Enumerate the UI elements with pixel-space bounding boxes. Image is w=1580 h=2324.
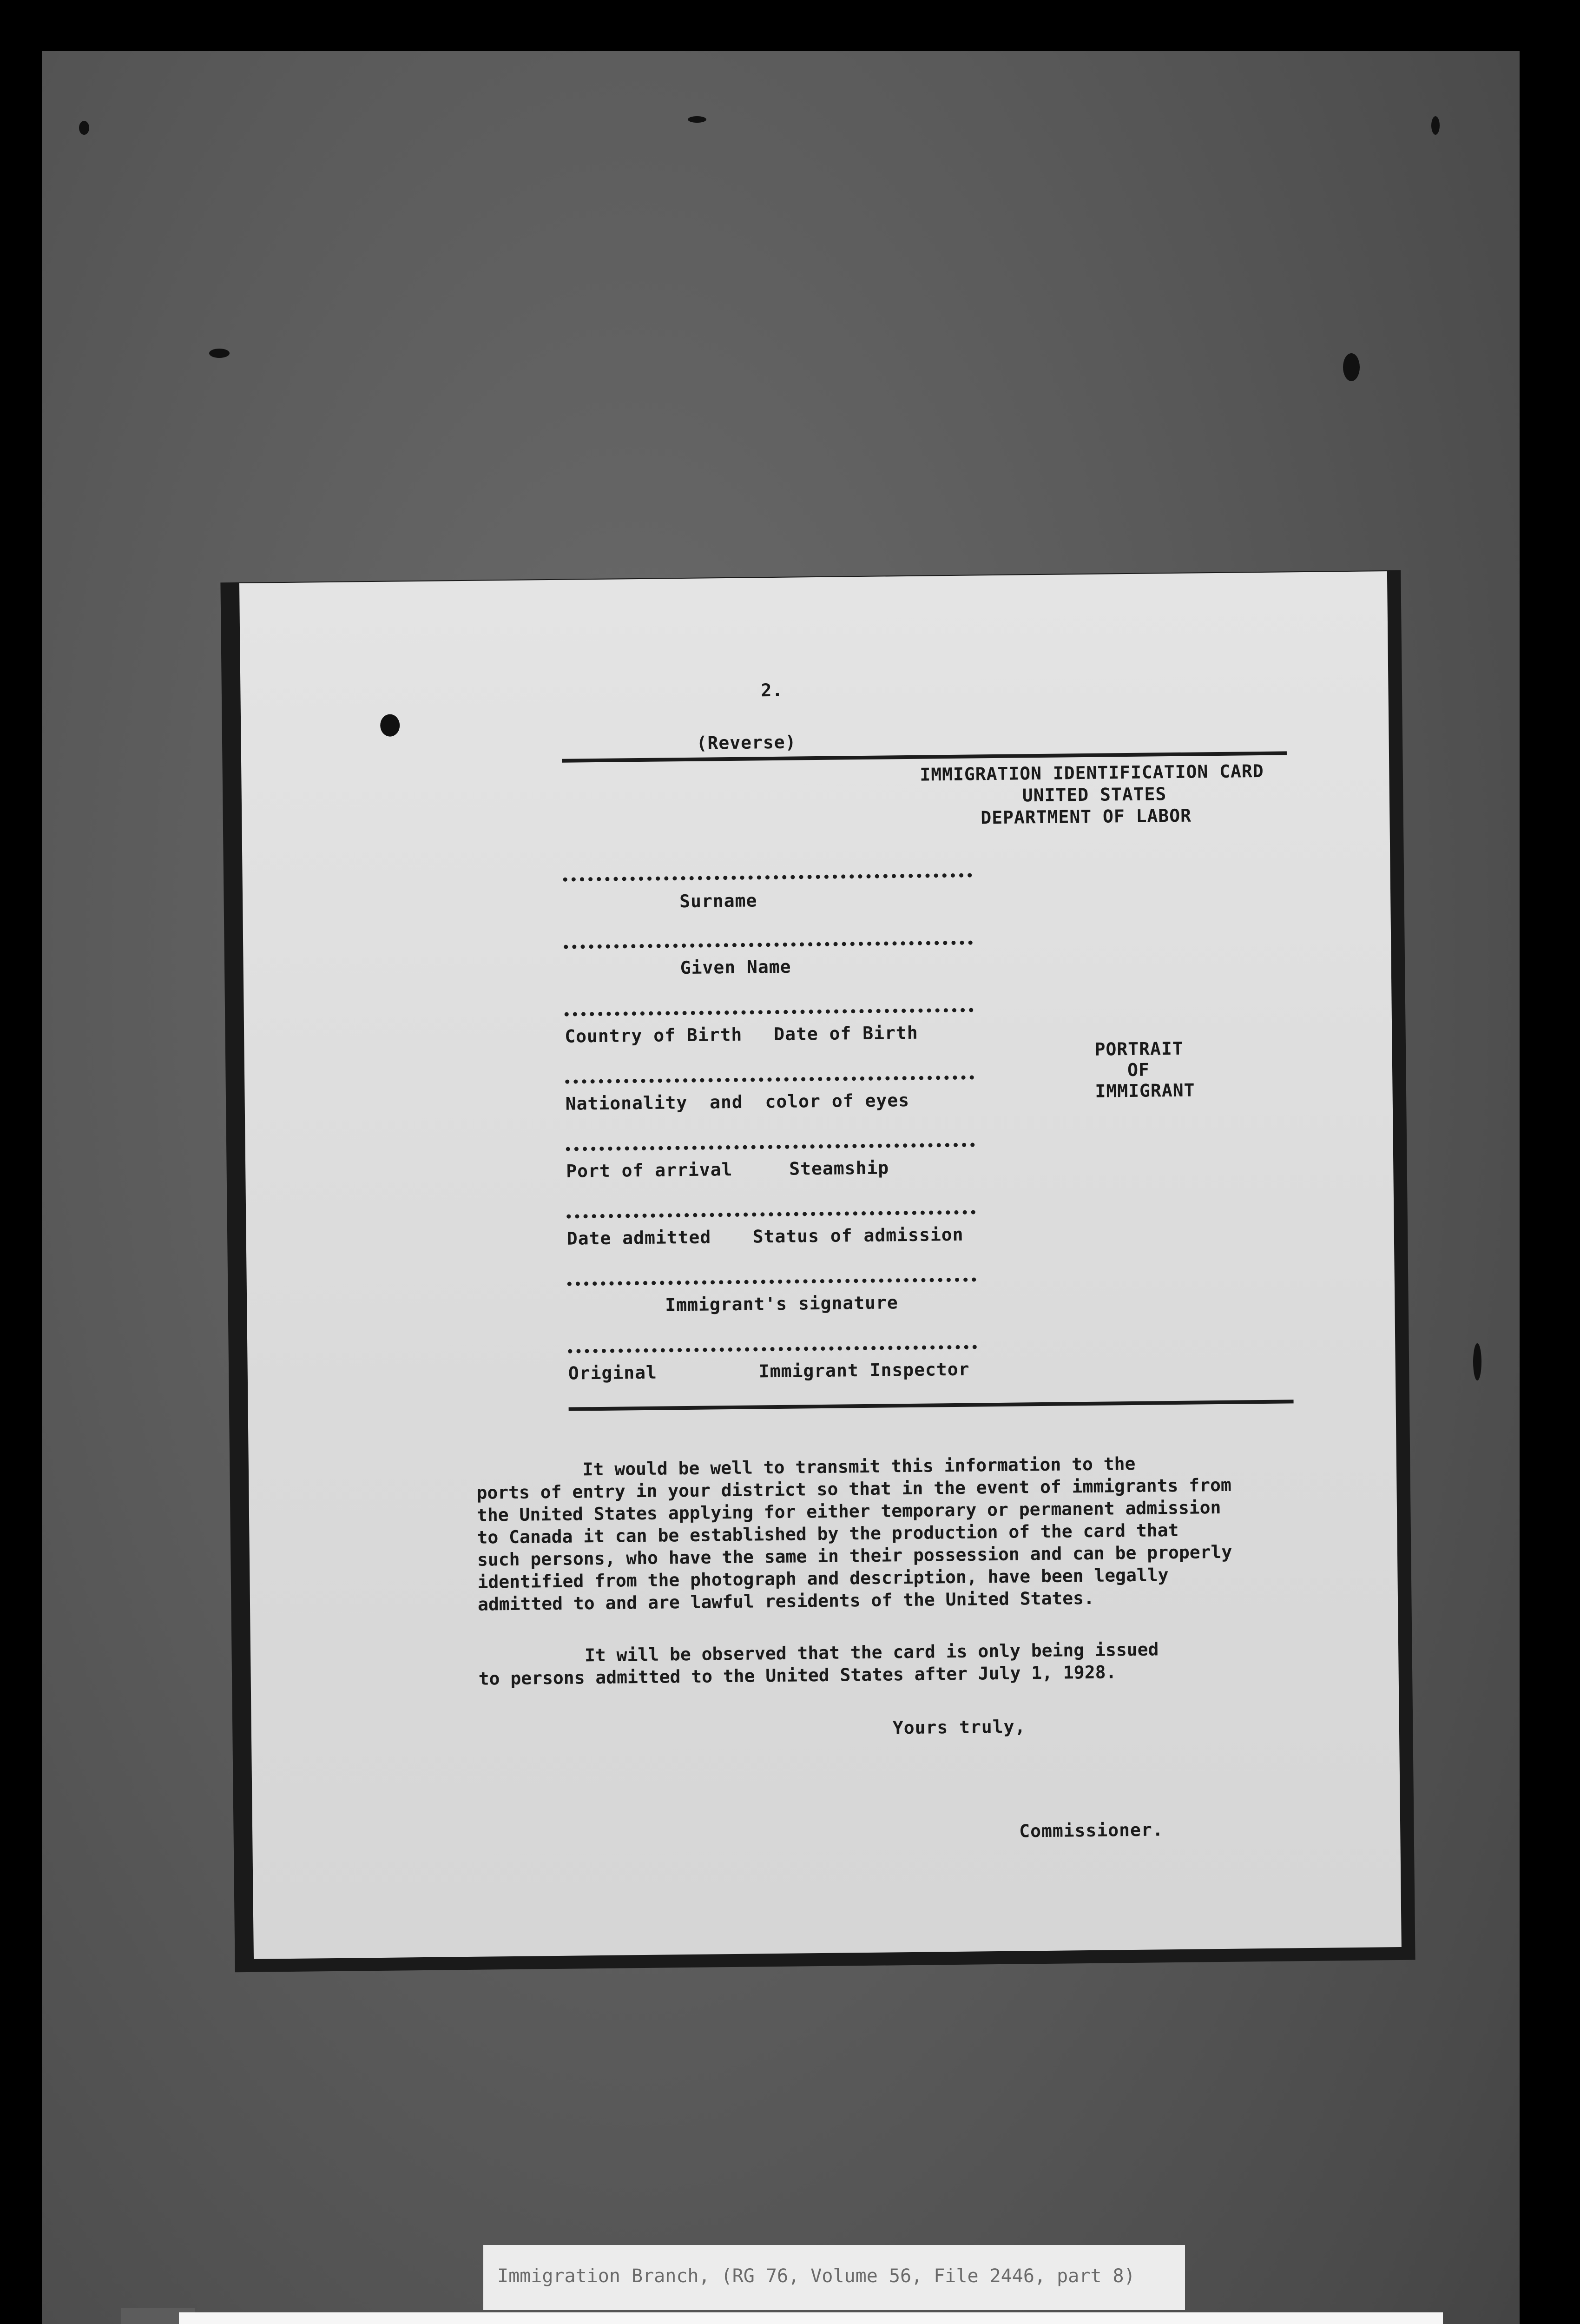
birth-line <box>565 1008 974 1017</box>
paragraph-2 <box>478 1638 1159 1690</box>
archives-card <box>179 2312 1443 2324</box>
reference-label: Immigration Branch, (RG 76, Volume 56, File 2446, part 8) <box>497 2265 1135 2287</box>
country-of-birth-label: Country of Birth <box>565 1024 743 1047</box>
top-rule <box>562 751 1287 762</box>
given-name-label: Given Name <box>680 956 791 978</box>
inspector-line <box>568 1345 977 1353</box>
reverse-label: (Reverse) <box>696 732 797 753</box>
portrait-label-line1: PORTRAIT <box>1094 1038 1184 1060</box>
card-header-line2: UNITED STATES <box>1022 784 1167 806</box>
paragraph-1-line: identified from the photograph and description, have been legally <box>477 1565 1169 1592</box>
paragraph-2-line: to persons admitted to the United States after July 1, 1928. <box>478 1662 1117 1689</box>
card-header-line3: DEPARTMENT OF LABOR <box>981 805 1192 828</box>
dust-speck <box>209 349 230 358</box>
paragraph-1-line: to Canada it can be established by the production of the card that <box>477 1519 1179 1548</box>
hole-punch <box>380 714 400 736</box>
paragraph-1-line: admitted to and are lawful residents of the United States. <box>477 1587 1095 1615</box>
dust-speck <box>1473 1343 1481 1380</box>
immigrant-inspector-label: Immigrant Inspector <box>758 1359 970 1382</box>
given-name-line <box>564 941 973 949</box>
status-of-admission-label: Status of admission <box>752 1224 964 1247</box>
card-header-line1: IMMIGRATION IDENTIFICATION CARD <box>920 760 1264 785</box>
paragraph-1-line: the United States applying for either temporary or permanent admission <box>476 1497 1221 1525</box>
bottom-rule <box>569 1400 1294 1411</box>
paragraph-1-line: It would be well to transmit this information to the <box>476 1453 1136 1481</box>
date-admitted-label: Date admitted <box>566 1227 711 1249</box>
steamship-label: Steamship <box>789 1157 889 1179</box>
portrait-label-line3: IMMIGRANT <box>1095 1080 1195 1102</box>
nationality-line <box>565 1076 974 1084</box>
original-label: Original <box>568 1362 658 1384</box>
paragraph-1 <box>476 1452 1233 1616</box>
immigrant-signature-label: Immigrant's signature <box>665 1292 898 1315</box>
paragraph-2-line: It will be observed that the card is only being issued <box>478 1639 1159 1667</box>
dust-speck <box>1431 116 1440 135</box>
date-of-birth-label: Date of Birth <box>773 1022 918 1045</box>
signature-line <box>567 1277 976 1286</box>
surname-line <box>563 873 972 882</box>
dust-speck <box>79 121 89 135</box>
nationality-label: Nationality and color of eyes <box>565 1089 910 1114</box>
closing: Yours truly, <box>892 1716 1026 1738</box>
reference-label-strip <box>483 2245 1185 2310</box>
paragraph-1-line: ports of entry in your district so that in the event of immigrants from <box>476 1474 1232 1503</box>
page-number: 2. <box>761 680 783 701</box>
paragraph-1-line: such persons, who have the same in their possession and can be properly <box>477 1541 1232 1570</box>
dust-speck <box>1343 353 1360 381</box>
port-of-arrival-label: Port of arrival <box>566 1159 733 1182</box>
dust-speck <box>688 116 706 123</box>
signature-title: Commissioner. <box>1019 1819 1164 1842</box>
portrait-label-line2: OF <box>1127 1059 1150 1081</box>
letter-page <box>239 571 1402 1959</box>
arrival-line <box>566 1142 975 1151</box>
admission-line <box>566 1210 975 1218</box>
surname-label: Surname <box>679 890 757 912</box>
